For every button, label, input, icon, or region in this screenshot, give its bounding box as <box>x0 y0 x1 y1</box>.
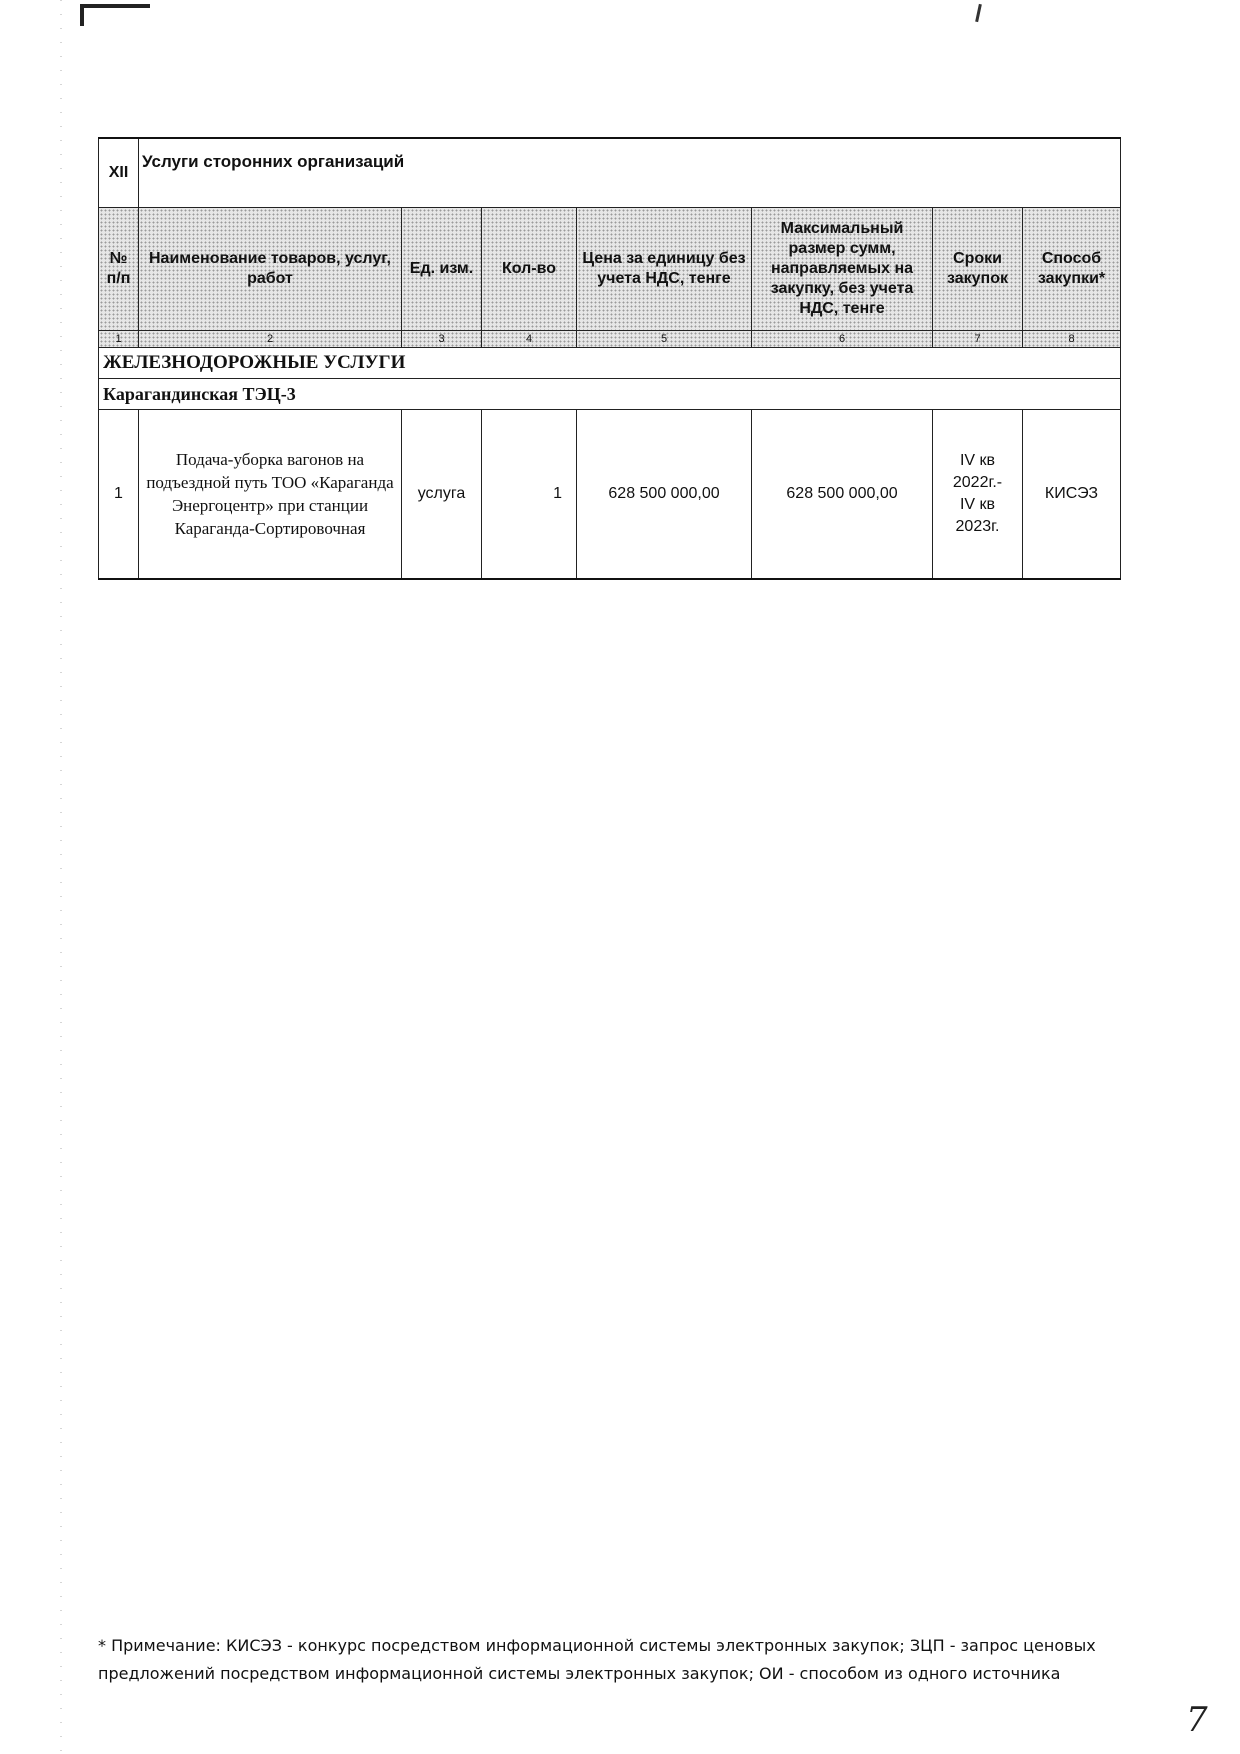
row-qty: 1 <box>482 410 577 580</box>
procurement-table <box>98 137 1121 580</box>
column-number: 7 <box>933 331 1023 348</box>
column-number: 2 <box>139 331 402 348</box>
group-row <box>99 348 1121 379</box>
row-price: 628 500 000,00 <box>577 410 752 580</box>
row-max-sum: 628 500 000,00 <box>752 410 933 580</box>
header-terms: Сроки закупок <box>933 208 1023 331</box>
header-price: Цена за единицу без учета НДС, тенге <box>577 208 752 331</box>
footnote: * Примечание: КИСЭЗ - конкурс посредством информационной системы электронных закупок; ЗЦП - запрос ценовых предложений посредством информационной системы электронных закупок; ОИ - способом из одного источника <box>98 1636 1096 1683</box>
row-name: Подача-уборка вагонов на подъездной путь ТОО «Караганда Энергоцентр» при станции Караганда-Сортировочная <box>139 410 402 580</box>
scan-corner-mark <box>80 4 150 8</box>
pen-tick-mark <box>975 4 982 22</box>
header-qty: Кол-во <box>482 208 577 331</box>
column-number: 3 <box>402 331 482 348</box>
subgroup-title: Карагандинская ТЭЦ-3 <box>99 379 1121 410</box>
row-method: КИСЭЗ <box>1023 410 1121 580</box>
section-number: XII <box>99 138 139 208</box>
column-header-row <box>99 208 1121 331</box>
column-number: 6 <box>752 331 933 348</box>
header-method: Способ закупки* <box>1023 208 1121 331</box>
section-title: Услуги сторонних организаций <box>139 138 1121 208</box>
header-max-sum: Максимальный размер сумм, направляемых на закупку, без учета НДС, тенге <box>752 208 933 331</box>
group-title: ЖЕЛЕЗНОДОРОЖНЫЕ УСЛУГИ <box>99 348 1121 379</box>
subgroup-row <box>99 379 1121 410</box>
scan-edge-artifact <box>60 0 62 1754</box>
row-terms: IV кв 2022г.- IV кв 2023г. <box>933 410 1023 580</box>
column-number: 8 <box>1023 331 1121 348</box>
header-name: Наименование товаров, услуг, работ <box>139 208 402 331</box>
column-number: 1 <box>99 331 139 348</box>
row-num: 1 <box>99 410 139 580</box>
row-unit: услуга <box>402 410 482 580</box>
section-header-row <box>99 138 1121 208</box>
table-row <box>99 410 1121 580</box>
column-number: 4 <box>482 331 577 348</box>
header-num: № п/п <box>99 208 139 331</box>
page-number: 7 <box>1186 1700 1208 1740</box>
scan-corner-mark-vertical <box>80 4 84 26</box>
header-unit: Ед. изм. <box>402 208 482 331</box>
column-number: 5 <box>577 331 752 348</box>
column-number-row <box>99 331 1121 348</box>
